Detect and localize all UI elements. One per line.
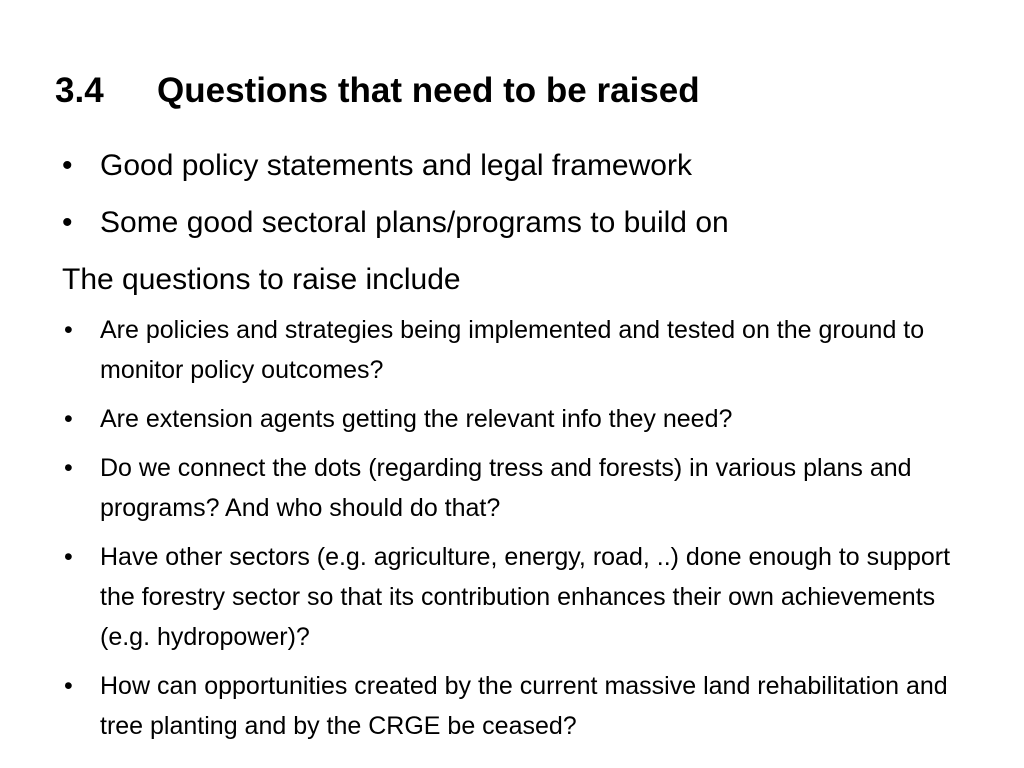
question-item: • How can opportunities created by the current massive land rehabilitation and tree planting and by the CRGE be ceased? (62, 666, 982, 746)
bullet-item: • Good policy statements and legal framework (62, 146, 982, 186)
question-item: • Are policies and strategies being implemented and tested on the ground to monitor policy outcomes? (62, 310, 982, 390)
question-item: • Are extension agents getting the relevant info they need? (62, 399, 982, 439)
slide-body (62, 146, 982, 755)
section-title-text: Questions that need to be raised (157, 71, 700, 110)
question-item: • Have other sectors (e.g. agriculture, energy, road, ..) done enough to support the forestry sector so that its contribution enhances their own achievements (e.g. hydropower)? (62, 537, 982, 657)
question-item: • Do we connect the dots (regarding tress and forests) in various plans and programs? And who should do that? (62, 448, 982, 528)
intro-text: The questions to raise include (62, 263, 461, 296)
section-number: 3.4 (55, 71, 104, 110)
bullet-item: • Some good sectoral plans/programs to build on (62, 203, 982, 243)
slide-title (55, 68, 700, 114)
